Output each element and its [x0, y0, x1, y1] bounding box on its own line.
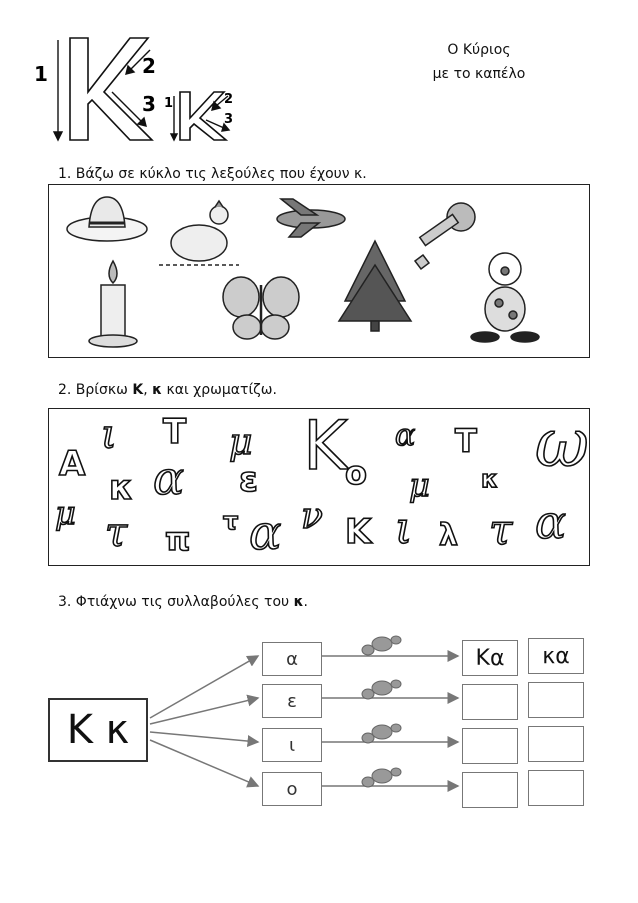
letter-tile[interactable]: μ — [229, 422, 253, 463]
stroke-number: 1 — [34, 62, 48, 86]
letter-tile[interactable]: α — [249, 505, 282, 561]
stroke-number: 1 — [164, 96, 174, 111]
task2-instruction: 2. Βρίσκω Κ, κ και χρωματίζω. — [58, 382, 277, 398]
answer-lower[interactable] — [528, 770, 584, 806]
letter-tile[interactable]: κ — [109, 468, 134, 508]
letter-tile[interactable]: ι — [395, 503, 413, 554]
letter-tile[interactable]: Α — [59, 444, 86, 484]
answer-upper[interactable] — [462, 684, 518, 720]
task1-instruction: 1. Βάζω σε κύκλο τις λεξούλες που έχουν κ. — [58, 166, 367, 182]
answer-upper[interactable] — [462, 728, 518, 764]
title-line-1: Ο Κύριος — [447, 42, 511, 58]
answer-lower[interactable]: κα — [528, 638, 584, 674]
answer-upper[interactable]: Κα — [462, 640, 518, 676]
letter-k-tracing-icon — [30, 30, 250, 150]
letter-tile[interactable]: μ — [409, 466, 430, 504]
letter-tile[interactable]: K — [303, 407, 348, 486]
task3-instruction: 3. Φτιάχνω τις συλλαβούλες του κ. — [58, 594, 308, 610]
letter-tile[interactable]: ο — [345, 454, 367, 492]
letter-tile[interactable]: τ — [105, 510, 128, 556]
key-icon — [415, 203, 475, 269]
stroke-number: 2 — [224, 92, 234, 107]
pictures-box — [48, 184, 590, 358]
vowel-box: ο — [262, 772, 322, 806]
hen-icon — [159, 201, 239, 265]
letter-tile[interactable]: α — [395, 418, 416, 453]
answer-lower[interactable] — [528, 682, 584, 718]
airplane-icon — [277, 199, 345, 237]
letter-tile[interactable]: ν — [301, 496, 323, 537]
candle-icon — [89, 261, 137, 347]
letter-tile[interactable]: τ — [223, 507, 239, 535]
letters-box — [48, 405, 590, 566]
letter-tile[interactable]: α — [535, 495, 567, 549]
tree-icon — [339, 241, 411, 331]
letter-tile[interactable]: λ — [439, 518, 458, 553]
letter-tile[interactable]: μ — [55, 494, 76, 532]
tracing-letters — [30, 30, 250, 150]
letter-tile[interactable]: Τ — [163, 412, 187, 452]
letter-tile[interactable]: π — [165, 520, 191, 558]
pictures-svg — [49, 185, 589, 357]
kk-letter-box: Κ κ — [48, 698, 148, 762]
answer-lower[interactable] — [528, 726, 584, 762]
vowel-box: α — [262, 642, 322, 676]
clown-icon — [471, 253, 539, 342]
letter-tile[interactable]: ε — [239, 460, 258, 500]
title-line-2: με το καπέλο — [432, 66, 526, 82]
butterfly-icon — [223, 277, 299, 339]
hat-icon — [67, 197, 147, 241]
stroke-number: 3 — [142, 92, 156, 116]
letter-tile[interactable]: ω — [535, 405, 589, 482]
vowel-box: ι — [262, 728, 322, 762]
letter-tile[interactable]: κ — [481, 465, 499, 493]
answer-upper[interactable] — [462, 772, 518, 808]
stroke-number: 2 — [142, 54, 156, 78]
letter-tile[interactable]: Τ — [455, 422, 477, 460]
letter-tile[interactable]: Κ — [345, 512, 372, 552]
ant-icon — [362, 636, 401, 787]
letter-tile[interactable]: ι — [101, 412, 117, 458]
stroke-number: 3 — [224, 112, 234, 127]
letter-tile[interactable]: τ — [489, 505, 513, 554]
vowel-box: ε — [262, 684, 322, 718]
letter-tile[interactable]: α — [153, 451, 185, 505]
